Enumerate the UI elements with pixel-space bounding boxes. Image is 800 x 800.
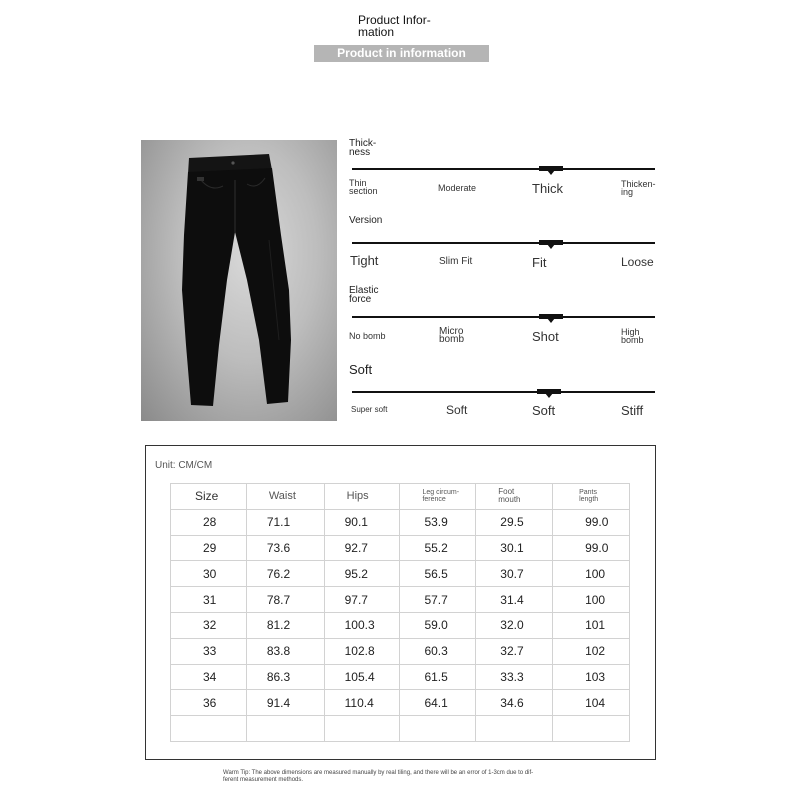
- table-cell: 34: [171, 664, 247, 690]
- scale-line: [352, 168, 655, 170]
- scale-line: [352, 242, 655, 244]
- option-label-selected: Soft: [532, 403, 556, 418]
- table-cell: 33: [171, 638, 247, 664]
- table-cell: 91.4: [246, 690, 324, 716]
- table-cell: 78.7: [246, 587, 324, 613]
- table-cell: 29: [171, 535, 247, 561]
- table-cell: 105.4: [324, 664, 400, 690]
- table-cell: 29.5: [476, 509, 553, 535]
- table-row: [171, 561, 630, 587]
- option-label: No bomb: [349, 331, 386, 341]
- column-header: Hips: [324, 484, 400, 510]
- option-label: Micro bomb: [439, 326, 465, 345]
- attribute-label: Version: [349, 215, 383, 226]
- selected-marker-icon: [537, 389, 561, 394]
- table-cell: 34.6: [476, 690, 553, 716]
- warm-tip: Warm Tip: The above dimensions are measured manually by real tiling, and there will be an error of 1-3cm due to dif- ferent measurement methods.: [223, 770, 534, 783]
- table-cell: 100.3: [324, 612, 400, 638]
- table-cell: [324, 716, 400, 742]
- column-header: Waist: [246, 484, 324, 510]
- option-label-selected: Shot: [532, 329, 559, 344]
- table-cell: 100: [553, 587, 630, 613]
- table-cell: 32: [171, 612, 247, 638]
- table-cell: 95.2: [324, 561, 400, 587]
- table-cell: 30.7: [476, 561, 553, 587]
- unit-label: Unit: CM/CM: [155, 460, 213, 471]
- table-cell: 73.6: [246, 535, 324, 561]
- scale-line: [352, 391, 655, 393]
- table-row: [171, 535, 630, 561]
- table-cell: 83.8: [246, 638, 324, 664]
- table-row: [171, 509, 630, 535]
- table-cell: 61.5: [400, 664, 476, 690]
- option-label-selected: Fit: [532, 255, 547, 270]
- table-row: [171, 612, 630, 638]
- table-row: [171, 587, 630, 613]
- table-cell: 32.7: [476, 638, 553, 664]
- table-cell: 64.1: [400, 690, 476, 716]
- attribute-version: [345, 211, 660, 281]
- table-cell: 102.8: [324, 638, 400, 664]
- attribute-label: Thick- ness: [349, 138, 377, 158]
- option-label: Stiff: [621, 403, 644, 418]
- table-cell: 104: [553, 690, 630, 716]
- table-cell: 30.1: [476, 535, 553, 561]
- table-cell: 55.2: [400, 535, 476, 561]
- column-header: Leg circum- ference: [400, 484, 476, 510]
- table-cell: 101: [553, 612, 630, 638]
- table-cell: [476, 716, 553, 742]
- table-header-row: [171, 484, 630, 510]
- table-cell: 28: [171, 509, 247, 535]
- table-cell: 57.7: [400, 587, 476, 613]
- product-photo: [141, 140, 337, 421]
- column-header: Foot mouth: [476, 484, 553, 510]
- option-label-selected: Thick: [532, 181, 564, 196]
- black-jeans-icon: [141, 140, 337, 421]
- option-label: Super soft: [351, 405, 388, 414]
- table-cell: 99.0: [553, 535, 630, 561]
- table-cell: [553, 716, 630, 742]
- option-label: Soft: [446, 403, 468, 417]
- table-cell: 92.7: [324, 535, 400, 561]
- attribute-label: Soft: [349, 362, 373, 377]
- table-row: [171, 716, 630, 742]
- table-cell: 60.3: [400, 638, 476, 664]
- table-cell: [171, 716, 247, 742]
- table-cell: 99.0: [553, 509, 630, 535]
- table-cell: 31.4: [476, 587, 553, 613]
- table-cell: 30: [171, 561, 247, 587]
- table-cell: 71.1: [246, 509, 324, 535]
- table-cell: 102: [553, 638, 630, 664]
- table-cell: 97.7: [324, 587, 400, 613]
- table-cell: [400, 716, 476, 742]
- attribute-elastic-force: [345, 285, 660, 355]
- table-cell: 31: [171, 587, 247, 613]
- option-label: Thicken- ing: [621, 179, 656, 197]
- option-label: Loose: [621, 255, 654, 269]
- table-row: [171, 690, 630, 716]
- table-cell: 53.9: [400, 509, 476, 535]
- table-cell: 33.3: [476, 664, 553, 690]
- column-header: Pants length: [553, 484, 630, 510]
- size-table: [170, 483, 630, 742]
- table-cell: 76.2: [246, 561, 324, 587]
- selected-marker-icon: [539, 166, 563, 171]
- attribute-softness: [345, 360, 660, 422]
- option-label: Moderate: [438, 183, 477, 193]
- table-cell: 36: [171, 690, 247, 716]
- table-cell: [246, 716, 324, 742]
- option-label: Thin section: [349, 178, 378, 196]
- table-cell: 56.5: [400, 561, 476, 587]
- size-chart: [145, 445, 656, 760]
- section-banner: Product in information: [314, 45, 489, 62]
- column-header: Size: [171, 484, 247, 510]
- scale-line: [352, 316, 655, 318]
- option-label: High bomb: [621, 327, 644, 345]
- selected-marker-icon: [539, 240, 563, 245]
- table-cell: 32.0: [476, 612, 553, 638]
- selected-marker-icon: [539, 314, 563, 319]
- attribute-thickness: [345, 137, 660, 207]
- section-title: Product Infor- mation: [358, 13, 431, 39]
- option-label: Slim Fit: [439, 256, 473, 267]
- table-cell: 81.2: [246, 612, 324, 638]
- attribute-label: Elastic force: [349, 285, 379, 305]
- table-cell: 103: [553, 664, 630, 690]
- option-label: Tight: [350, 253, 379, 268]
- table-cell: 59.0: [400, 612, 476, 638]
- table-cell: 86.3: [246, 664, 324, 690]
- table-row: [171, 664, 630, 690]
- table-cell: 110.4: [324, 690, 400, 716]
- table-row: [171, 638, 630, 664]
- table-cell: 100: [553, 561, 630, 587]
- table-cell: 90.1: [324, 509, 400, 535]
